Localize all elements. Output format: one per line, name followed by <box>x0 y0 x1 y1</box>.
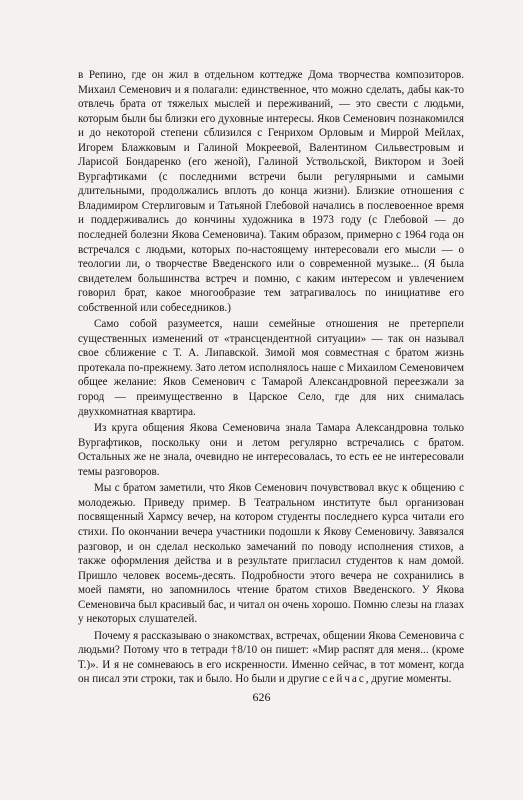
paragraph-5 <box>78 629 464 687</box>
paragraph-5-tail: , другие моменты. <box>365 673 452 686</box>
paragraph-4: Мы с братом заметили, что Яков Семенович почувствовал вкус к общению с молодежью. Приведу пример. В Театральном институте был организован посвященный Хармсу вечер, на котором студенты последнего курса читали его стихи. По окончании вечера участники подошли к Якову Семеновичу. Завязался разговор, и он сделал несколько замечаний по поводу исполнения стихов, а также оформления действа и в результате пригласил студентов к нам домой. Пришло человек восемь-десять. Подробности этого вечера не сохранились в моей памяти, но запомнилось чтение братом стихов Введенского. У Якова Семеновича был красивый бас, и читал он очень хорошо. Помню слезы на глазах у некоторых слушателей. <box>78 482 464 626</box>
body-text <box>78 68 464 687</box>
paragraph-1: в Репино, где он жил в отдельном коттедже Дома творчества композиторов. Михаил Семенович и я полагали: единственное, что можно сделать, дабы как-то отвлечь брата от тяжелых мыслей и переживаний, — это свести с людьми, которым были бы близки его духовные интересы. Яков Семенович познакомился и до некоторой степени сблизился с Генрихом Орловым и Миррой Мейлах, Игорем Блажковым и Галиной Мокреевой, Валентином Сильвестровым и Ларисой Бондаренко (его женой), Галиной Уствольской, Виктором и Зоей Вургафтиками (с последними встречи были регулярными и самыми длительными, продолжались вплоть до конца жизни). Близкие отношения с Владимиром Стерлиговым и Татьяной Глебовой начались в послевоенное время и поддерживались до кончины художника в 1973 году (с Глебовой — до последней болезни Якова Семеновича). Таким образом, примерно с 1964 года он встречался с людьми, которых по-настоящему интересовали его мысли — о теологии ли, о творчестве Введенского или о современной музыке... (Я была свидетелем большинства встреч и помню, с каким интересом и увлечением говорил брат, какое многообразие тем затрагивалось по инициативе его собственной или собеседников.) <box>78 69 464 314</box>
spaced-word: сейчас <box>322 673 366 686</box>
page-number: 626 <box>252 690 271 704</box>
paragraph-3: Из круга общения Якова Семеновича знала Тамара Александровна только Вургафтиков, поскольку они и летом регулярно встречались с братом. Остальных же не знала, очевидно не интересовалась, то есть ее не интересовали темы разговоров. <box>78 422 464 478</box>
paragraph-5-text: Почему я рассказываю о знакомствах, встречах, общении Якова Семеновича с людьми? Потому что в тетради †8/10 он пишет: «Мир распят для меня... (кроме Т.)». И я не сомневаюсь в его искренности. Именно сейчас, в тот момент, когда он писал эти строки, так и было. Но были и другие <box>78 629 464 686</box>
paragraph-2: Само собой разумеется, наши семейные отношения не претерпели существенных изменений от «трансцендентной ситуации» — так он называл свое сближение с Т. А. Липавской. Зимой моя совместная с братом жизнь протекала по-прежнему. Зато летом исполнялось наше с Михаилом Семеновичем общее желание: Яков Семенович с Тамарой Александровной переезжали за город — преимущественно в Царское Село, где для них снималась двухкомнатная квартира. <box>78 318 464 418</box>
